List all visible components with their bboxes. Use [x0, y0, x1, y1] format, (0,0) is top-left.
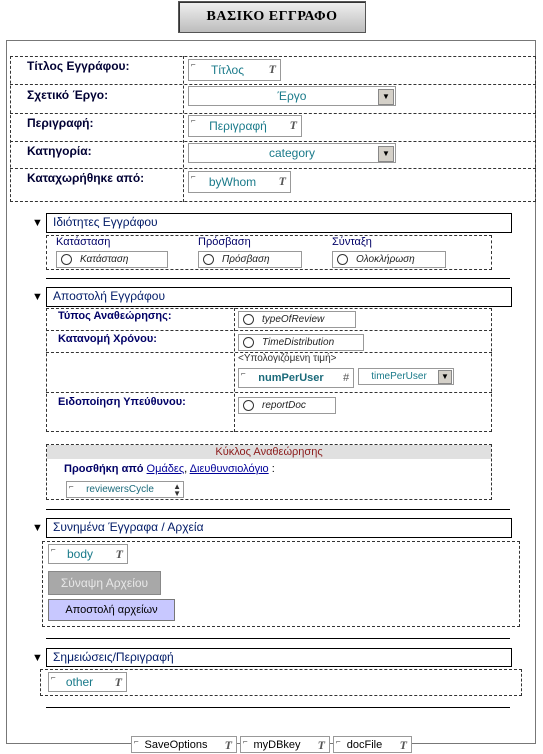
access-field[interactable]: Πρόσβαση — [198, 251, 302, 268]
doc-file-field[interactable]: ⌐ docFile T — [333, 736, 412, 753]
collapse-attachments-icon[interactable]: ▼ — [32, 522, 43, 534]
field-corner-icon: ⌐ — [191, 172, 196, 181]
category-select[interactable]: category ▼ — [188, 143, 396, 163]
divider — [46, 638, 510, 639]
computed-value-label: <Υπολογιζόμενη τιμή> — [238, 353, 337, 364]
field-corner-icon: ⌐ — [69, 482, 74, 491]
field-corner-icon: ⌐ — [134, 737, 139, 746]
doc-title-field[interactable]: ⌐ Τίτλος T — [188, 59, 281, 81]
notify-field[interactable]: reportDoc — [238, 397, 336, 414]
body-field[interactable]: ⌐ body T — [48, 544, 128, 564]
chevron-down-icon[interactable]: ▼ — [378, 146, 394, 162]
section-properties-heading[interactable]: Ιδιότητες Εγγράφου — [46, 213, 512, 233]
review-cycle-heading: Κύκλος Αναθεώρησης — [47, 445, 491, 459]
field-corner-icon: ⌐ — [51, 545, 56, 554]
radio-icon[interactable] — [337, 254, 348, 265]
field-corner-icon: ⌐ — [191, 60, 196, 69]
add-from-label: Προσθήκη από — [64, 463, 144, 475]
text-field-icon: T — [114, 675, 122, 689]
num-per-user-field[interactable]: ⌐ numPerUser # — [238, 368, 354, 388]
field-corner-icon: ⌐ — [51, 673, 56, 682]
review-type-label: Τύπος Αναθεώρησης: — [58, 310, 172, 322]
text-field-icon: T — [317, 738, 325, 752]
status-field[interactable]: Κατάσταση — [56, 251, 168, 268]
text-field-icon: T — [399, 738, 407, 752]
field-corner-icon: ⌐ — [243, 737, 248, 746]
groups-link[interactable]: Ομάδες — [146, 463, 185, 475]
page-title: ΒΑΣΙΚΟ ΕΓΓΡΑΦΟ — [178, 1, 366, 33]
project-select[interactable]: Έργο ▼ — [188, 86, 396, 106]
description-field[interactable]: ⌐ Περιγραφή T — [188, 115, 302, 137]
my-db-key-field[interactable]: ⌐ myDBkey T — [240, 736, 330, 753]
number-field-icon: # — [342, 372, 349, 384]
text-field-icon: T — [224, 738, 232, 752]
divider — [46, 509, 510, 510]
compose-field[interactable]: Ολοκλήρωση — [332, 251, 446, 268]
description-label: Περιγραφή: — [27, 116, 94, 130]
divider — [46, 278, 510, 279]
field-corner-icon: ⌐ — [336, 737, 341, 746]
category-label: Κατηγορία: — [27, 144, 92, 158]
time-per-user-select[interactable]: timePerUser ▼ — [358, 368, 454, 385]
text-field-icon: T — [115, 547, 123, 561]
text-field-icon: T — [268, 62, 276, 76]
radio-icon[interactable] — [61, 254, 72, 265]
radio-icon[interactable] — [243, 337, 254, 348]
radio-icon[interactable] — [243, 314, 254, 325]
field-corner-icon: ⌐ — [191, 116, 196, 125]
directory-link[interactable]: Διευθυνσιολόγιο — [189, 463, 269, 475]
save-options-field[interactable]: ⌐ SaveOptions T — [131, 736, 237, 753]
access-label: Πρόσβαση — [198, 236, 251, 248]
text-field-icon: T — [278, 174, 286, 188]
radio-icon[interactable] — [243, 400, 254, 411]
text-field-icon: T — [289, 118, 297, 132]
divider — [46, 707, 510, 708]
reviewers-field[interactable]: ⌐ reviewersCycle ▲ ▼ — [66, 481, 184, 498]
review-cycle-add-row: Προσθήκη από Ομάδες, Διευθυνσιολόγιο : — [64, 463, 275, 475]
compose-label: Σύνταξη — [332, 236, 372, 248]
chevron-down-icon[interactable]: ▼ — [438, 370, 452, 384]
stepper-icon[interactable]: ▲ ▼ — [173, 482, 181, 498]
chevron-down-icon[interactable]: ▼ — [378, 89, 394, 105]
registered-by-label: Καταχωρήθηκε από: — [27, 171, 145, 185]
section-notes-heading[interactable]: Σημειώσεις/Περιγραφή — [46, 648, 512, 667]
doc-title-label: Τίτλος Εγγράφου: — [27, 59, 130, 73]
attach-file-button[interactable]: Σύναψη Αρχείου — [48, 571, 161, 595]
review-type-field[interactable]: typeOfReview — [238, 311, 356, 328]
collapse-properties-icon[interactable]: ▼ — [32, 217, 43, 229]
section-dispatch-heading[interactable]: Αποστολή Εγγράφου — [46, 287, 512, 307]
send-files-button[interactable]: Αποστολή αρχείων — [48, 599, 175, 621]
collapse-dispatch-icon[interactable]: ▼ — [32, 291, 43, 303]
radio-icon[interactable] — [203, 254, 214, 265]
time-dist-field[interactable]: TimeDistribution — [238, 334, 364, 351]
project-label: Σχετικό Έργο: — [27, 88, 109, 102]
time-dist-label: Κατανομή Χρόνου: — [58, 333, 157, 345]
section-attachments-heading[interactable]: Συνημένα Έγγραφα / Αρχεία — [46, 518, 512, 538]
registered-by-field[interactable]: ⌐ byWhom T — [188, 171, 291, 193]
status-label: Κατάσταση — [56, 236, 111, 248]
field-corner-icon: ⌐ — [241, 369, 246, 378]
collapse-notes-icon[interactable]: ▼ — [32, 652, 43, 664]
other-field[interactable]: ⌐ other T — [48, 672, 127, 692]
notify-label: Ειδοποίηση Υπεύθυνου: — [58, 396, 186, 408]
